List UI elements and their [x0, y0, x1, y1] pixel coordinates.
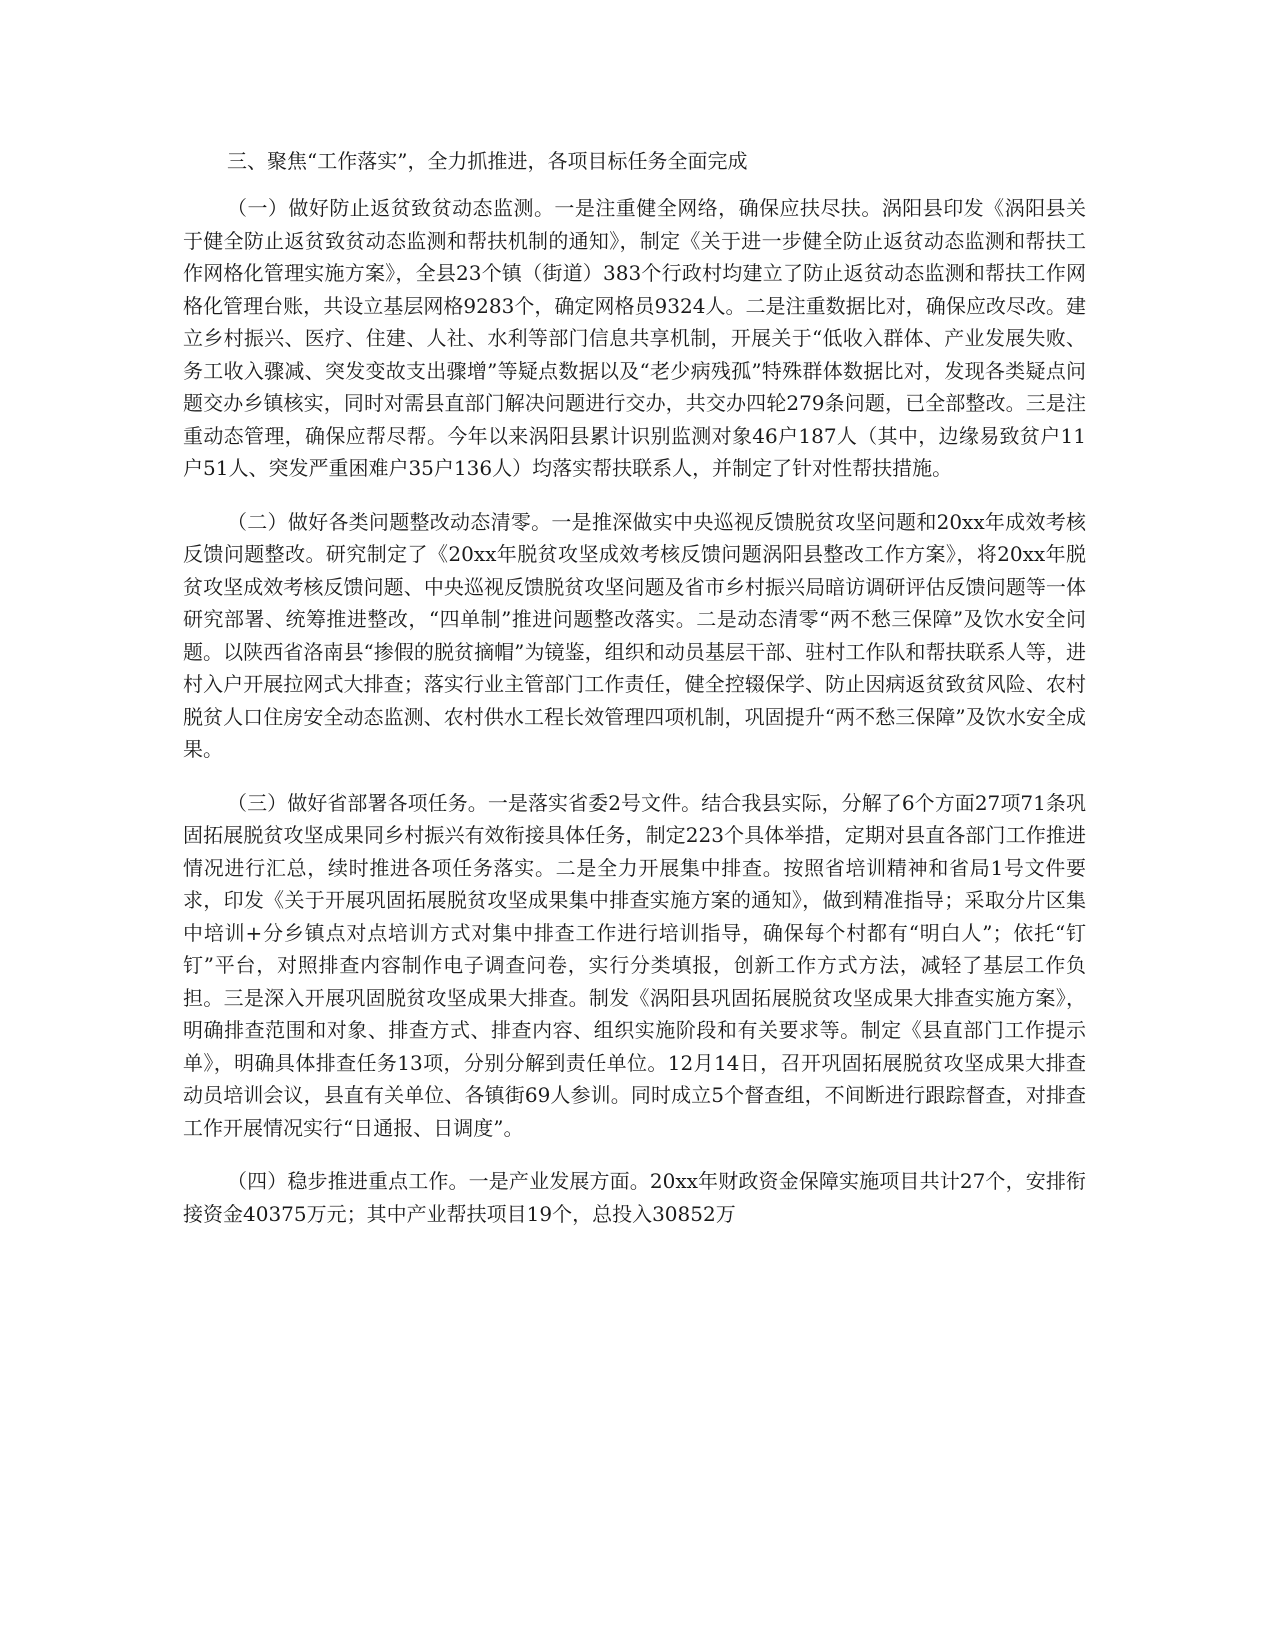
paragraph-1-dynamic-monitoring: （一）做好防止返贫致贫动态监测。一是注重健全网络，确保应扶尽扶。涡阳县印发《涡阳县关于健全防止返贫致贫动态监测和帮扶机制的通知》，制定《关于进一步健全防止返贫动态监测和帮扶工作网格化管理实施方案》，全县23个镇（街道）383个行政村均建立了防止返贫动态监测和帮扶工作网格化管理台账，共设立基层网格9283个，确定网格员9324人。二是注重数据比对，确保应改尽改。建立乡村振兴、医疗、住建、人社、水利等部门信息共享机制，开展关于“低收入群体、产业发展失败、务工收入骤减、突发变故支出骤增”等疑点数据以及“老少病残孤”特殊群体数据比对，发现各类疑点问题交办乡镇核实，同时对需县直部门解决问题进行交办，共交办四轮279条问题，已全部整改。三是注重动态管理，确保应帮尽帮。今年以来涡阳县累计识别监测对象46户187人（其中，边缘易致贫户11户51人、突发严重困难户35户136人）均落实帮扶联系人，并制定了针对性帮扶措施。 [183, 196, 1086, 480]
paragraph-3-provincial-tasks: （三）做好省部署各项任务。一是落实省委2号文件。结合我县实际，分解了6个方面27项71条巩固拓展脱贫攻坚成果同乡村振兴有效衔接具体任务，制定223个具体举措，定期对县直各部门工作推进情况进行汇总，续时推进各项任务落实。二是全力开展集中排查。按照省培训精神和省局1号文件要求，印发《关于开展巩固拓展脱贫攻坚成果集中排查实施方案的通知》，做到精准指导；采取分片区集中培训+分乡镇点对点培训方式对集中排查工作进行培训指导，确保每个村都有“明白人”；依托“钉钉”平台，对照排查内容制作电子调查问卷，实行分类填报，创新工作方式方法，减轻了基层工作负担。三是深入开展巩固脱贫攻坚成果大排查。制发《涡阳县巩固拓展脱贫攻坚成果大排查实施方案》，明确排查范围和对象、排查方式、排查内容、组织实施阶段和有关要求等。制定《县直部门工作提示单》，明确具体排查任务13项，分别分解到责任单位。12月14日，召开巩固拓展脱贫攻坚成果大排查动员培训会议，县直有关单位、各镇街69人参训。同时成立5个督查组，不间断进行跟踪督查，对排查工作开展情况实行“日通报、日调度”。 [183, 790, 1086, 1140]
section-heading: 三、聚焦“工作落实”，全力抓推进，各项目标任务全面完成 [227, 149, 748, 173]
document-body [183, 146, 1086, 1251]
paragraph-4-key-work: （四）稳步推进重点工作。一是产业发展方面。20xx年财政资金保障实施项目共计27个，安排衔接资金40375万元；其中产业帮扶项目19个，总投入30852万 [183, 1169, 1086, 1226]
paragraph-2-problem-rectification: （二）做好各类问题整改动态清零。一是推深做实中央巡视反馈脱贫攻坚问题和20xx年成效考核反馈问题整改。研究制定了《20xx年脱贫攻坚成效考核反馈问题涡阳县整改工作方案》，将20xx年脱贫攻坚成效考核反馈问题、中央巡视反馈脱贫攻坚问题及省市乡村振兴局暗访调研评估反馈问题等一体研究部署、统筹推进整改，“四单制”推进问题整改落实。二是动态清零“两不愁三保障”及饮水安全问题。以陕西省洛南县“掺假的脱贫摘帽”为镜鉴，组织和动员基层干部、驻村工作队和帮扶联系人等，进村入户开展拉网式大排查；落实行业主管部门工作责任，健全控辍保学、防止因病返贫致贫风险、农村脱贫人口住房安全动态监测、农村供水工程长效管理四项机制，巩固提升“两不愁三保障”及饮水安全成果。 [183, 509, 1086, 761]
